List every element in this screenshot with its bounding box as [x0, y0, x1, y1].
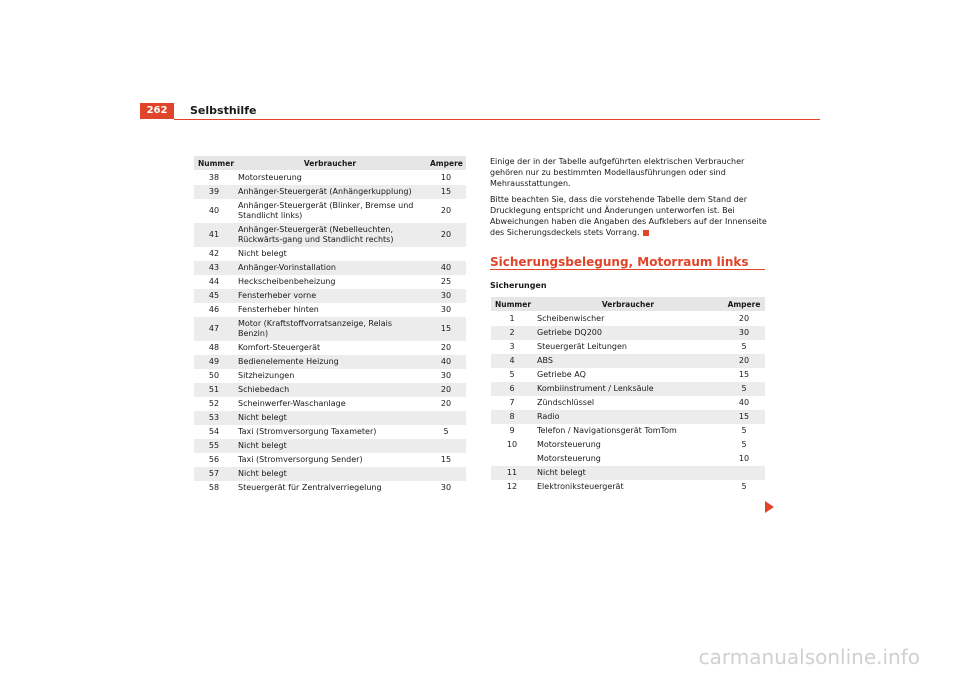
cell-ampere: 20	[426, 383, 466, 397]
cell-nummer: 52	[208, 399, 220, 408]
cell-ampere: 5	[443, 427, 449, 436]
page-number: 262	[140, 103, 174, 119]
cell-nummer: 39	[194, 185, 234, 199]
cell-nummer: 49	[194, 355, 234, 369]
table-row	[194, 289, 466, 303]
section-title: Selbsthilfe	[190, 104, 257, 117]
cell-verbraucher: Anhänger-Steuergerät (Nebelleuchten, Rückwärts-gang und Standlicht rechts)	[234, 223, 426, 247]
cell-verbraucher: Scheibenwischer	[537, 314, 605, 323]
cell-ampere: 40	[738, 398, 750, 407]
header-rule	[174, 119, 820, 120]
table-row	[491, 368, 765, 382]
cell-nummer: 47	[194, 317, 234, 341]
cell-ampere: 20	[440, 206, 452, 215]
cell-nummer: 9	[509, 426, 515, 435]
table-row	[491, 354, 765, 368]
table-row	[194, 171, 466, 186]
cell-nummer: 12	[506, 482, 518, 491]
cell-verbraucher: Scheinwerfer-Waschanlage	[238, 399, 346, 408]
cell-nummer: 44	[208, 277, 220, 286]
cell-nummer: 58	[208, 483, 220, 492]
cell-nummer: 57	[194, 467, 234, 481]
cell-verbraucher: Taxi (Stromversorgung Taxameter)	[238, 427, 377, 436]
cell-verbraucher: Nicht belegt	[533, 466, 723, 480]
cell-ampere: 30	[440, 371, 452, 380]
cell-ampere: 40	[426, 261, 466, 275]
cell-nummer: 46	[208, 305, 220, 314]
cell-verbraucher: Steuergerät für Zentralverriegelung	[238, 483, 382, 492]
cell-nummer: 4	[491, 354, 533, 368]
cell-ampere: 10	[738, 454, 750, 463]
cell-verbraucher: Kombiinstrument / Lenksäule	[533, 382, 723, 396]
cell-verbraucher: Sitzheizungen	[238, 371, 295, 380]
cell-nummer: 11	[491, 466, 533, 480]
table-row	[491, 424, 765, 438]
cell-ampere: 15	[426, 317, 466, 341]
cell-verbraucher: Fensterheber vorne	[234, 289, 426, 303]
cell-nummer: 10	[506, 440, 518, 449]
table-row	[491, 438, 765, 452]
table-row	[194, 425, 466, 439]
table-row	[491, 410, 765, 424]
table-row	[491, 312, 765, 327]
cell-verbraucher: Bedienelemente Heizung	[234, 355, 426, 369]
table-row	[194, 397, 466, 411]
cell-ampere	[426, 411, 466, 425]
column-header-verbraucher: Verbraucher	[533, 297, 723, 312]
cell-verbraucher: ABS	[533, 354, 723, 368]
table-row	[194, 223, 466, 247]
cell-ampere: 20	[426, 223, 466, 247]
table-row	[194, 355, 466, 369]
table-row	[194, 275, 466, 289]
cell-ampere: 30	[426, 289, 466, 303]
table-row	[194, 303, 466, 317]
table-header-row	[491, 297, 765, 312]
cell-ampere: 15	[440, 455, 452, 464]
cell-nummer: 42	[208, 249, 220, 258]
page-header	[140, 101, 820, 121]
cell-nummer: 51	[194, 383, 234, 397]
fuse-table-2	[491, 297, 765, 494]
table-row	[194, 199, 466, 223]
cell-nummer: 45	[194, 289, 234, 303]
cell-nummer: 50	[208, 371, 220, 380]
cell-ampere	[723, 466, 765, 480]
cell-verbraucher: Heckscheibenbeheizung	[238, 277, 336, 286]
cell-verbraucher: Radio	[533, 410, 723, 424]
section-heading-rule	[490, 269, 765, 270]
cell-ampere: 30	[440, 305, 452, 314]
cell-verbraucher: Motorsteuerung	[238, 173, 302, 182]
cell-ampere: 15	[723, 410, 765, 424]
table-row	[491, 452, 765, 466]
cell-verbraucher: Komfort-Steuergerät	[238, 343, 321, 352]
cell-nummer: 8	[491, 410, 533, 424]
table-row	[194, 481, 466, 495]
table-row	[491, 326, 765, 340]
cell-verbraucher: Motor (Kraftstoffvorratsanzeige, Relais Benzin)	[234, 317, 426, 341]
cell-nummer: 40	[208, 206, 220, 215]
cell-nummer: 54	[208, 427, 220, 436]
cell-nummer: 53	[194, 411, 234, 425]
column-header-nummer: Nummer	[491, 297, 533, 312]
cell-ampere	[426, 247, 466, 261]
column-header-ampere: Ampere	[723, 297, 765, 312]
cell-verbraucher: Schiebedach	[234, 383, 426, 397]
cell-nummer: 56	[208, 455, 220, 464]
cell-verbraucher: Steuergerät Leitungen	[537, 342, 627, 351]
table-row	[194, 439, 466, 453]
table-row	[194, 453, 466, 467]
cell-ampere: 5	[741, 440, 747, 449]
cell-nummer: 38	[208, 173, 220, 182]
cell-verbraucher: Zündschlüssel	[537, 398, 595, 407]
watermark: carmanualsonline.info	[698, 645, 920, 669]
table-row	[194, 369, 466, 383]
cell-ampere: 25	[440, 277, 452, 286]
cell-ampere: 20	[440, 343, 452, 352]
cell-ampere: 30	[440, 483, 452, 492]
cell-verbraucher: Motorsteuerung	[537, 454, 601, 463]
table-row	[194, 467, 466, 481]
cell-nummer: 41	[194, 223, 234, 247]
note-paragraph-2: Bitte beachten Sie, dass die vorstehende Tabelle dem Stand der Drucklegung entspricht und Änderungen unterworfen ist. Bei Abweichungen haben die Angaben des Aufklebers auf der Innenseite des Sicherungsdeckels stets Vorrang.	[490, 195, 767, 237]
cell-verbraucher: Nicht belegt	[234, 411, 426, 425]
cell-nummer: 5	[509, 370, 515, 379]
cell-verbraucher: Anhänger-Vorinstallation	[234, 261, 426, 275]
cell-verbraucher: Nicht belegt	[234, 467, 426, 481]
table-row	[194, 411, 466, 425]
table-row	[491, 466, 765, 480]
cell-verbraucher: Anhänger-Steuergerät (Anhängerkupplung)	[234, 185, 426, 199]
cell-ampere	[426, 439, 466, 453]
cell-nummer: 3	[509, 342, 515, 351]
end-of-section-icon	[643, 230, 649, 236]
notes-text	[490, 156, 770, 243]
cell-ampere: 5	[741, 426, 747, 435]
cell-nummer: 48	[208, 343, 220, 352]
table-row	[491, 480, 765, 494]
cell-ampere: 15	[738, 370, 750, 379]
column-header-nummer: Nummer	[194, 156, 234, 171]
cell-ampere: 20	[723, 354, 765, 368]
column-header-ampere: Ampere	[426, 156, 466, 171]
cell-nummer: 1	[509, 314, 515, 323]
table-row	[491, 340, 765, 354]
cell-ampere: 20	[738, 314, 750, 323]
table-header-row	[194, 156, 466, 171]
cell-ampere: 5	[741, 342, 747, 351]
cell-verbraucher: Getriebe AQ	[537, 370, 586, 379]
cell-ampere: 40	[426, 355, 466, 369]
table-row	[194, 383, 466, 397]
table-row	[194, 341, 466, 355]
cell-verbraucher: Elektroniksteuergerät	[537, 482, 624, 491]
table-row	[194, 317, 466, 341]
cell-verbraucher: Anhänger-Steuergerät (Blinker, Bremse und Standlicht links)	[238, 201, 414, 220]
cell-verbraucher: Nicht belegt	[238, 249, 287, 258]
cell-ampere	[426, 467, 466, 481]
section-heading: Sicherungsbelegung, Motorraum links	[490, 255, 749, 269]
table-row	[491, 382, 765, 396]
cell-nummer: 55	[194, 439, 234, 453]
cell-ampere: 30	[723, 326, 765, 340]
cell-ampere: 5	[723, 382, 765, 396]
cell-verbraucher: Fensterheber hinten	[238, 305, 319, 314]
cell-nummer: 7	[509, 398, 515, 407]
cell-ampere: 10	[440, 173, 452, 182]
cell-ampere: 15	[426, 185, 466, 199]
table-row	[194, 261, 466, 275]
table-row	[194, 247, 466, 261]
cell-nummer	[491, 452, 533, 466]
note-paragraph-1: Einige der in der Tabelle aufgeführten elektrischen Verbraucher gehören nur zu bestimmten Modellausführungen oder sind Mehrausstattungen.	[490, 157, 745, 188]
table-row	[194, 185, 466, 199]
cell-nummer: 6	[491, 382, 533, 396]
cell-nummer: 43	[194, 261, 234, 275]
cell-ampere: 5	[741, 482, 747, 491]
fuse-table-1	[194, 156, 466, 495]
cell-nummer: 2	[491, 326, 533, 340]
cell-verbraucher: Getriebe DQ200	[533, 326, 723, 340]
cell-verbraucher: Telefon / Navigationsgerät TomTom	[537, 426, 677, 435]
cell-ampere: 20	[440, 399, 452, 408]
continue-arrow-icon	[765, 501, 774, 513]
cell-verbraucher: Motorsteuerung	[537, 440, 601, 449]
cell-verbraucher: Nicht belegt	[234, 439, 426, 453]
cell-verbraucher: Taxi (Stromversorgung Sender)	[238, 455, 363, 464]
subsection-heading: Sicherungen	[490, 281, 547, 290]
table-row	[491, 396, 765, 410]
column-header-verbraucher: Verbraucher	[234, 156, 426, 171]
